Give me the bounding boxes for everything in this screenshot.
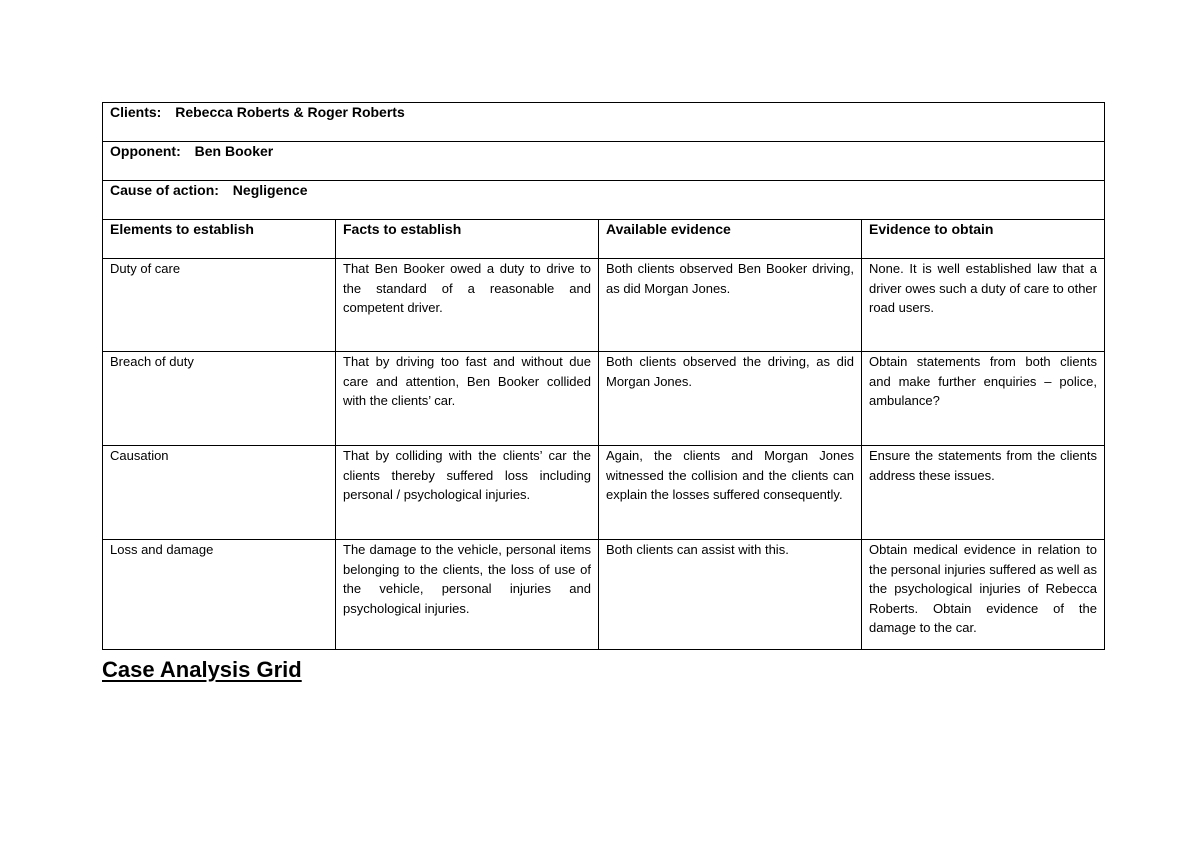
- obtain-cell: Ensure the statements from the clients address these issues.: [862, 446, 1105, 540]
- table-row: [103, 540, 1105, 650]
- obtain-cell: Obtain medical evidence in relation to the personal injuries suffered as well as the psychological injuries of Rebecca Roberts. Obtain evidence of the damage to the car.: [862, 540, 1105, 650]
- facts-cell: That Ben Booker owed a duty to drive to the standard of a reasonable and competent driver.: [336, 259, 599, 352]
- column-header: Elements to establish: [103, 220, 336, 259]
- facts-cell: That by colliding with the clients’ car the clients thereby suffered loss including personal / psychological injuries.: [336, 446, 599, 540]
- opponent-row: [103, 142, 1105, 181]
- opponent-label: Opponent:: [110, 143, 181, 159]
- obtain-cell: Obtain statements from both clients and make further enquiries – police, ambulance?: [862, 352, 1105, 446]
- page-title: Case Analysis Grid: [102, 657, 302, 682]
- column-header: Evidence to obtain: [862, 220, 1105, 259]
- table-row: [103, 446, 1105, 540]
- obtain-cell: None. It is well established law that a driver owes such a duty of care to other road users.: [862, 259, 1105, 352]
- clients-cell: [103, 103, 1105, 142]
- clients-value: Rebecca Roberts & Roger Roberts: [175, 104, 405, 120]
- available-cell: Both clients can assist with this.: [599, 540, 862, 650]
- clients-label: Clients:: [110, 104, 162, 120]
- facts-cell: The damage to the vehicle, personal items belonging to the clients, the loss of use of the vehicle, personal injuries and psychological injuries.: [336, 540, 599, 650]
- cause-label: Cause of action:: [110, 182, 219, 198]
- column-header-row: [103, 220, 1105, 259]
- cause-row: [103, 181, 1105, 220]
- element-cell: Breach of duty: [103, 352, 336, 446]
- available-cell: Again, the clients and Morgan Jones witnessed the collision and the clients can explain the losses suffered consequently.: [599, 446, 862, 540]
- facts-cell: That by driving too fast and without due care and attention, Ben Booker collided with the clients’ car.: [336, 352, 599, 446]
- column-header: Available evidence: [599, 220, 862, 259]
- available-cell: Both clients observed the driving, as did Morgan Jones.: [599, 352, 862, 446]
- clients-row: [103, 103, 1105, 142]
- element-cell: Duty of care: [103, 259, 336, 352]
- table-row: [103, 352, 1105, 446]
- element-cell: Loss and damage: [103, 540, 336, 650]
- cause-value: Negligence: [232, 182, 308, 198]
- table-row: [103, 259, 1105, 352]
- available-cell: Both clients observed Ben Booker driving, as did Morgan Jones.: [599, 259, 862, 352]
- case-analysis-table: [102, 102, 1105, 650]
- opponent-cell: [103, 142, 1105, 181]
- element-cell: Causation: [103, 446, 336, 540]
- cause-cell: [103, 181, 1105, 220]
- column-header: Facts to establish: [336, 220, 599, 259]
- opponent-value: Ben Booker: [194, 143, 274, 159]
